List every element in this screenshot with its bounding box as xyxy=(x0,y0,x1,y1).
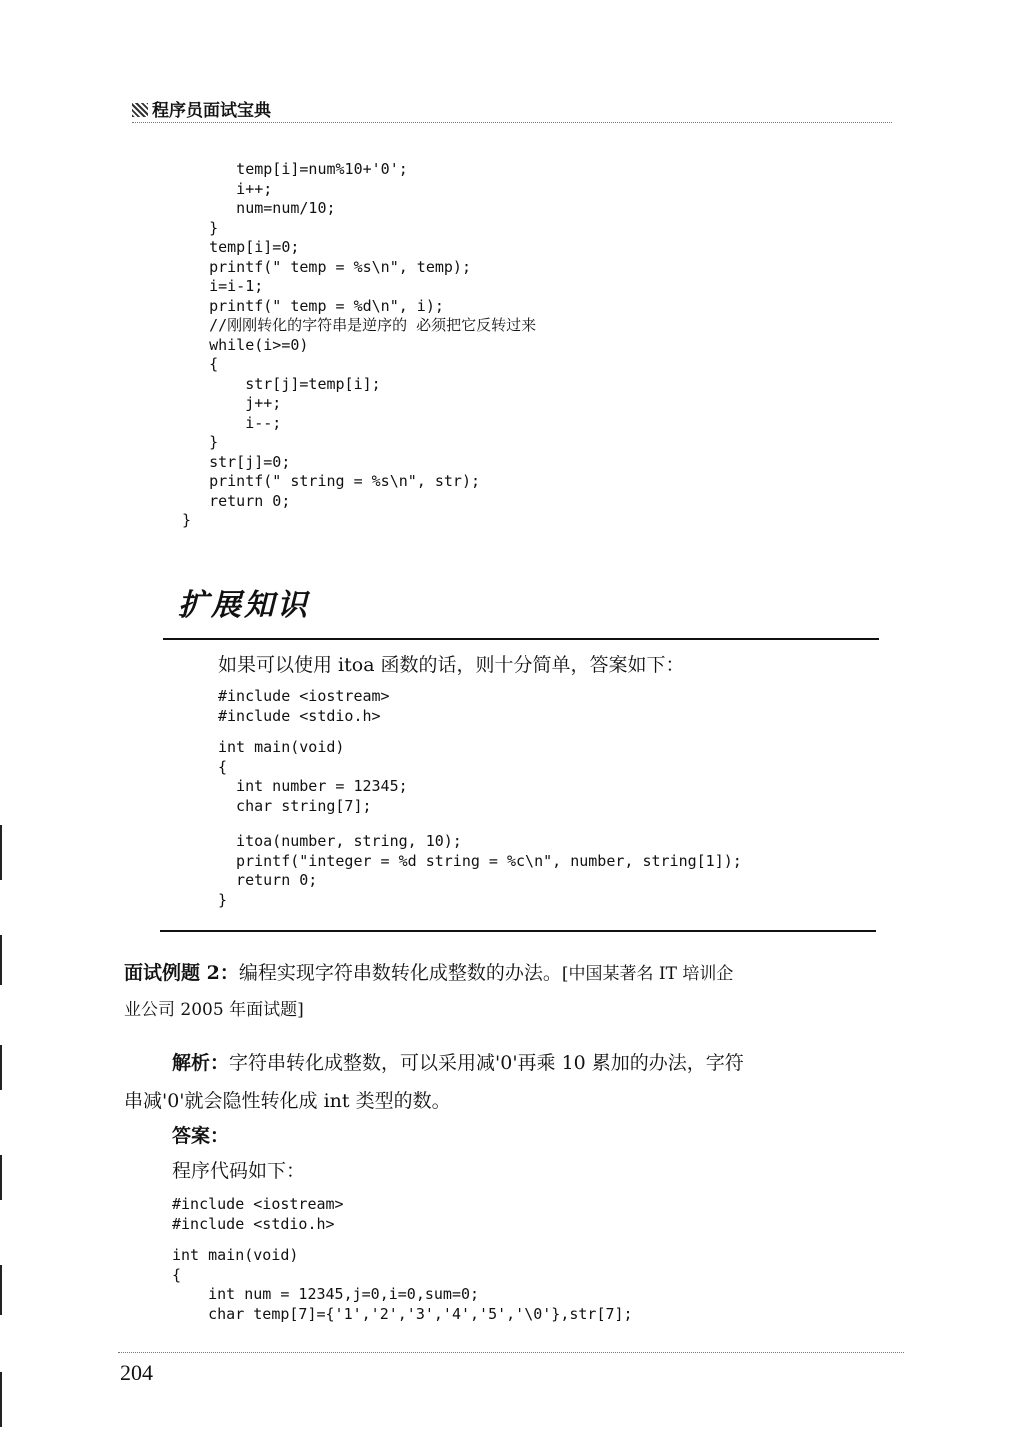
code-bottom-main: int main(void) { int num = 12345,j=0,i=0,sum=0; char temp[7]={'1','2','3','4','5','\0'},str[7]; xyxy=(172,1246,633,1323)
code-bottom-includes: #include <iostream> #include <stdio.h> xyxy=(172,1195,344,1233)
question-source-1: [中国某著名 IT 培训企 xyxy=(561,964,734,984)
running-header xyxy=(132,96,271,121)
code-intro-text: 程序代码如下： xyxy=(172,1160,306,1182)
code-box-includes: #include <iostream> #include <stdio.h> xyxy=(218,687,390,725)
code-box-body: itoa(number, string, 10); printf("integer = %d string = %c\n", number, string[1]); return 0; } xyxy=(218,832,742,909)
scan-margin-mark xyxy=(0,935,2,985)
scan-margin-mark xyxy=(0,1265,2,1315)
question-text: 编程实现字符串数转化成整数的办法。 xyxy=(238,962,562,984)
box-intro-text: 如果可以使用 itoa 函数的话，则十分简单，答案如下： xyxy=(218,654,685,676)
header-ornament-icon xyxy=(132,103,148,117)
section-heading: 扩展知识 xyxy=(178,588,310,623)
header-title: 程序员面试宝典 xyxy=(152,101,271,121)
code-block-continuation: temp[i]=num%10+'0'; i++; num=num/10; } temp[i]=0; printf(" temp = %s\n", temp); i=i-1; printf(" temp = %d\n", i); //刚刚转化的字符串是逆序的 必须把它反转过来 while(i>=0) { str[j]=temp[i]; j++; i--; } str[j]=0; printf(" string = %s\n", str); return 0; } xyxy=(182,160,537,529)
box-bottom-rule xyxy=(160,930,876,932)
scan-margin-mark xyxy=(0,1155,2,1200)
question-label: 面试例题 2： xyxy=(124,962,239,984)
analysis-label: 解析： xyxy=(172,1052,230,1074)
scan-margin-mark xyxy=(0,1045,2,1090)
answer-label: 答案： xyxy=(172,1125,230,1147)
analysis-paragraph xyxy=(172,1045,744,1081)
analysis-line-1: 字符串转化成整数，可以采用减'0'再乘 10 累加的办法，字符 xyxy=(229,1052,744,1074)
question-paragraph xyxy=(124,955,733,992)
analysis-line-2: 串减'0'就会隐性转化成 int 类型的数。 xyxy=(124,1090,451,1112)
page-number: 204 xyxy=(120,1360,153,1385)
footer-divider xyxy=(118,1352,904,1353)
box-top-rule xyxy=(163,638,879,640)
scan-margin-mark xyxy=(0,825,2,880)
question-source-2: 业公司 2005 年面试题] xyxy=(124,1000,304,1020)
scan-margin-mark xyxy=(0,1372,2,1427)
header-divider xyxy=(132,122,892,123)
code-box-main: int main(void) { int number = 12345; char string[7]; xyxy=(218,738,408,815)
